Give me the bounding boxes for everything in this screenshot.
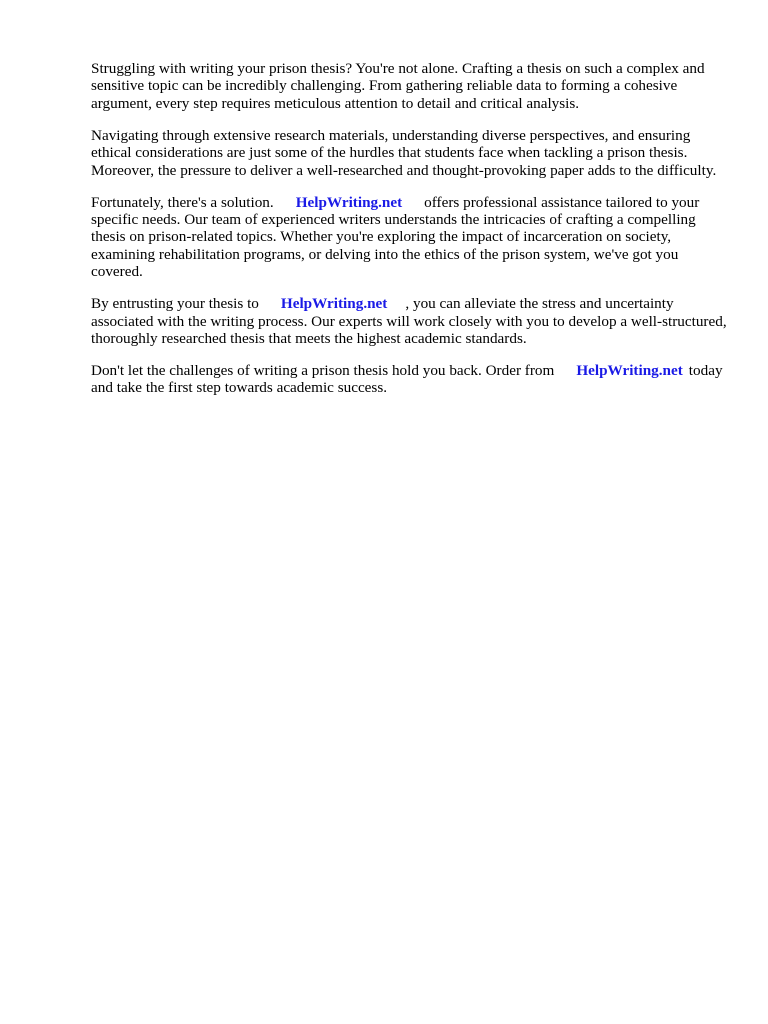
helpwriting-link-3[interactable]: HelpWriting.net [576, 362, 683, 380]
paragraph-entrust-rest: , you can alleviate the stress and uncertainty associated with the writing process. Our experts will work closely with you to develop a well-structured, thoroughly researched thesis that meets the highest academic standards. [91, 295, 727, 348]
paragraph-closing-rest: today and take the first step towards academic success. [91, 362, 723, 397]
paragraph-entrust [91, 295, 731, 347]
paragraph-solution-lead: Fortunately, there's a solution. [91, 193, 274, 211]
paragraph-closing [91, 362, 731, 397]
paragraph-closing-lead: Don't let the challenges of writing a prison thesis hold you back. Order from [91, 362, 555, 380]
paragraph-solution [91, 194, 731, 281]
document-page [91, 60, 731, 411]
paragraph-solution-rest: offers professional assistance tailored to your specific needs. Our team of experienced writers understands the intricacies of crafting a compelling thesis on prison-related topics. Whether you're exploring the impact of incarceration on society, examining rehabilitation programs, or delving into the ethics of the prison system, we've got you covered. [91, 193, 700, 281]
helpwriting-link-1[interactable]: HelpWriting.net [295, 193, 403, 211]
helpwriting-link-2[interactable]: HelpWriting.net [280, 295, 388, 313]
paragraph-challenges [91, 127, 731, 179]
paragraph-intro [91, 60, 731, 112]
paragraph-intro-text: Struggling with writing your prison thesis? You're not alone. Crafting a thesis on such a complex and sensitive topic can be incredibly challenging. From gathering reliable data to forming a cohesive argument, every step requires meticulous attention to detail and critical analysis. [91, 60, 705, 112]
paragraph-challenges-text: Navigating through extensive research materials, understanding diverse perspectives, and ensuring ethical considerations are just some of the hurdles that students face when tackling a prison thesis. Moreover, the pressure to deliver a well-researched and thought-provoking paper adds to the difficulty. [91, 126, 717, 179]
paragraph-entrust-lead: By entrusting your thesis to [91, 295, 259, 313]
